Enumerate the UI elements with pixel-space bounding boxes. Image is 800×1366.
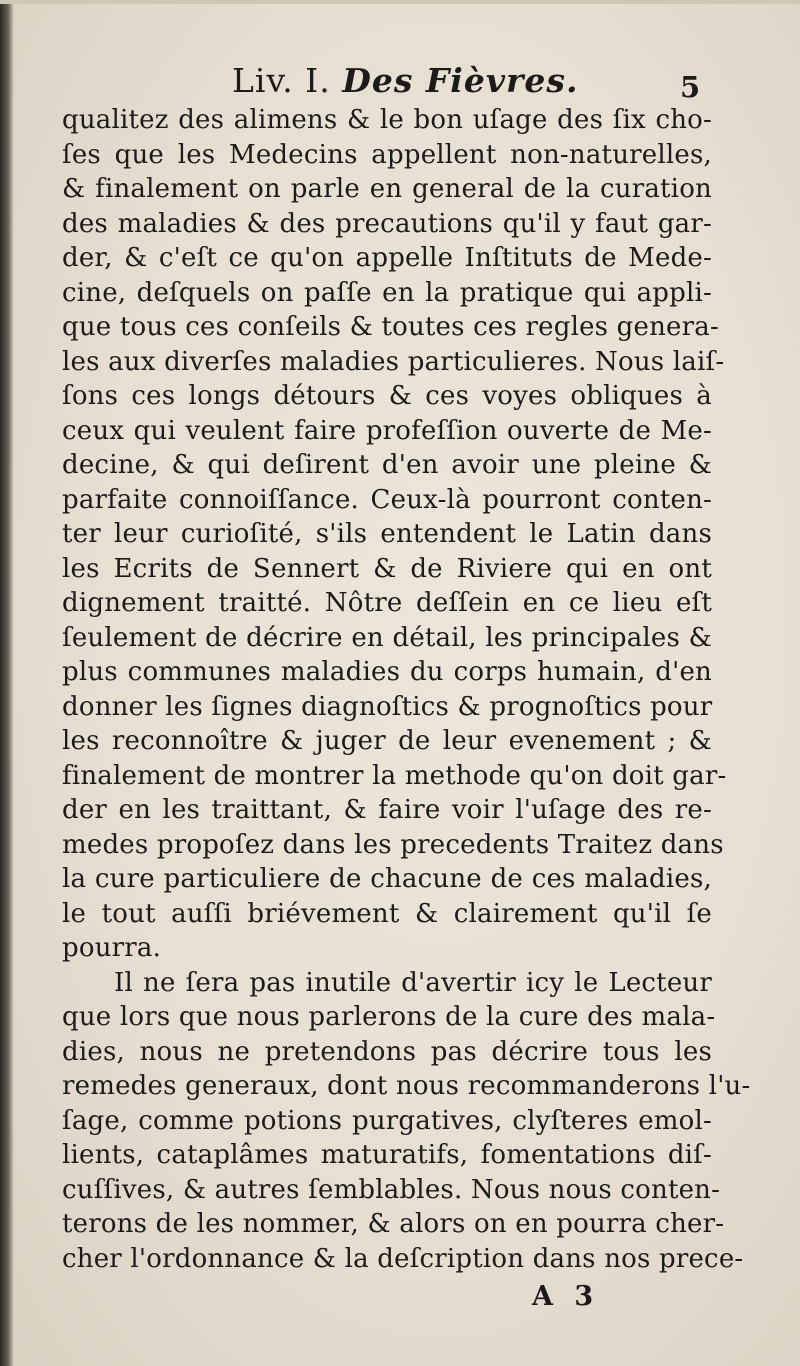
page-header (0, 58, 800, 104)
text-line: decine, & qui deſirent d'en avoir une pleine & (62, 450, 712, 480)
text-line: cine, deſquels on paſſe en la pratique qui appli- (62, 277, 712, 308)
text-line: le tout auſſi briévement & clairement qu'il ſe (62, 898, 712, 929)
text-line: ceux qui veulent faire profeſſion ouverte de Me- (62, 415, 712, 446)
text-line: que tous ces conſeils & toutes ces regles genera- (62, 312, 719, 342)
text-line: plus communes maladies du corps humain, d'en (62, 657, 712, 687)
text-line: ſeulement de décrire en détail, les principales & (62, 622, 712, 653)
text-line: finalement de montrer la methode qu'on doit gar- (62, 760, 727, 791)
text-line: ſons ces longs détours & ces voyes obliques à (62, 381, 712, 411)
running-head (232, 58, 578, 104)
text-line: ſage, comme potions purgatives, clyſteres emol- (62, 1105, 712, 1136)
signature-mark: A 3 (532, 1281, 600, 1312)
text-line: dies, nous ne pretendons pas décrire tous les (62, 1036, 712, 1067)
text-line: ſes que les Medecins appellent non-naturelles, (62, 139, 712, 170)
text-line: qualitez des alimens & le bon uſage des ſix cho- (62, 105, 712, 135)
running-head-book: Liv. I. (232, 61, 331, 100)
text-line: dignement traitté. Nôtre deſſein en ce lieu eſt (62, 588, 712, 618)
text-line: der, & c'eſt ce qu'on appelle Inſtituts de Mede- (62, 243, 712, 273)
text-line: & finalement on parle en general de la curation (62, 174, 712, 204)
text-line: der en les traittant, & faire voir l'uſage des re- (62, 795, 712, 825)
text-line: donner les ſignes diagnoſtics & prognoſtics pour (62, 691, 713, 722)
text-line: les reconnoître & juger de leur evenement ; & (62, 726, 712, 756)
text-line: que lors que nous parlerons de la cure des mala- (62, 1002, 716, 1032)
text-line: parfaite connoiſſance. Ceux-là pourront conten- (62, 484, 712, 515)
text-line: cher l'ordonnance & la deſcription dans nos prece- (62, 1243, 744, 1274)
text-line: la cure particuliere de chacune de ces maladies, (62, 864, 712, 894)
body-text (62, 103, 751, 1276)
text-line: les aux diverſes maladies particulieres. Nous laiſ- (62, 346, 725, 377)
text-line: cuſſives, & autres ſemblables. Nous nous conten- (62, 1174, 721, 1205)
text-line: ter leur curioſité, s'ils entendent le Latin dans (62, 519, 712, 549)
text-line: medes propoſez dans les precedents Traitez dans (62, 829, 724, 860)
paragraph-last-line: pourra. (62, 933, 162, 963)
paragraph-first-line: Il ne ſera pas inutile d'avertir icy le Lecteur (114, 967, 712, 998)
text-line: des maladies & des precautions qu'il y faut gar- (62, 208, 712, 239)
text-line: terons de les nommer, & alors on en pourra cher- (62, 1209, 725, 1239)
running-head-title: Des Fièvres. (342, 61, 579, 100)
text-line: les Ecrits de Sennert & de Riviere qui en ont (62, 553, 712, 584)
text-line: lients, cataplâmes maturatifs, fomentations diſ- (62, 1140, 712, 1170)
page-number: 5 (680, 70, 701, 104)
text-line: remedes generaux, dont nous recommanderons l'u- (62, 1071, 751, 1101)
